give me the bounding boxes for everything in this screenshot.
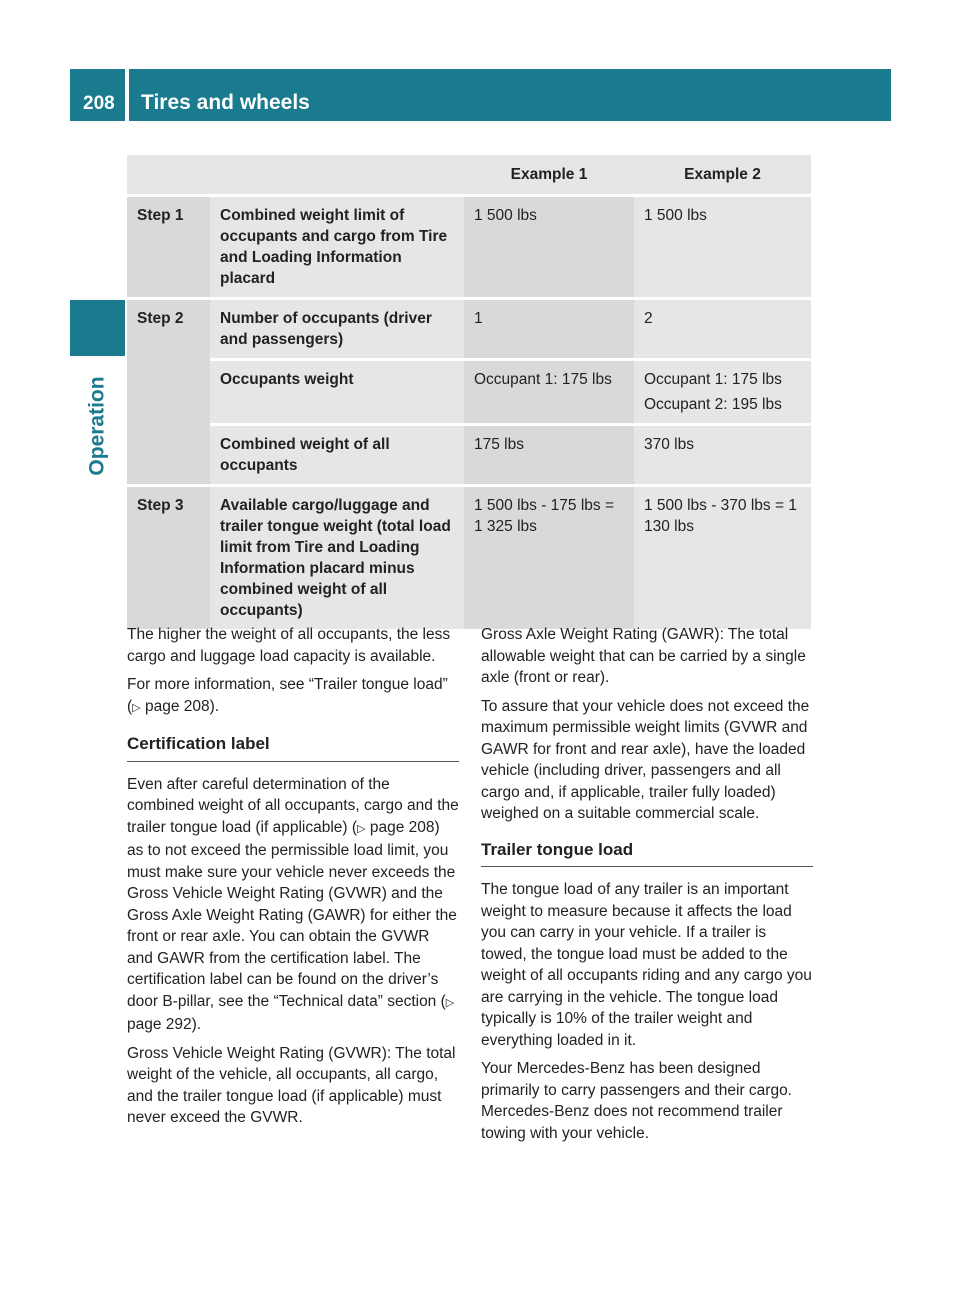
example-2-value xyxy=(634,426,811,487)
value-line: 2 xyxy=(644,310,653,327)
header-example-2: Example 2 xyxy=(634,155,811,197)
table-row xyxy=(127,361,811,426)
table-header-row xyxy=(127,155,811,197)
example-1-value xyxy=(464,300,634,361)
example-1-value xyxy=(464,487,634,632)
value-line: 370 lbs xyxy=(644,436,694,453)
paragraph xyxy=(127,774,459,1036)
value-line: 1 xyxy=(474,310,483,327)
step-label: Step 3 xyxy=(127,487,210,632)
header-example-1: Example 1 xyxy=(464,155,634,197)
step-label: Step 2 xyxy=(127,300,210,487)
value-line: 1 500 lbs xyxy=(474,207,537,224)
paragraph: The higher the weight of all occupants, the less cargo and luggage load capacity is available. xyxy=(127,626,451,665)
step-description: Combined weight of all occupants xyxy=(210,426,464,487)
value-line: 175 lbs xyxy=(474,436,524,453)
page-reference-icon: ▷ xyxy=(132,701,141,714)
paragraph-text: For more information, see “Trailer tongue load” ( xyxy=(127,676,448,715)
paragraph: Gross Vehicle Weight Rating (GVWR): The total weight of the vehicle, all occupants, all cargo, and the trailer tongue load (if applicable) must never exceed the GVWR. xyxy=(127,1044,456,1126)
step-label: Step 1 xyxy=(127,197,210,300)
value-line: Occupant 2: 195 lbs xyxy=(644,396,782,413)
page-reference-link[interactable]: page 208). xyxy=(144,697,220,715)
example-2-value xyxy=(634,300,811,361)
value-line: Occupant 1: 175 lbs xyxy=(474,371,612,388)
example-1-value xyxy=(464,197,634,300)
page-reference-icon: ▷ xyxy=(357,822,366,835)
paragraph: Gross Axle Weight Rating (GAWR): The total allowable weight that can be carried by a single axle (front or rear). xyxy=(481,626,806,686)
value-line: Occupant 1: 175 lbs xyxy=(644,371,782,388)
value-line: 1 500 lbs - 175 lbs = 1 325 lbs xyxy=(474,497,615,535)
value-line: 1 500 lbs - 370 lbs = 1 130 lbs xyxy=(644,497,797,535)
paragraph xyxy=(127,674,459,719)
header-cell-empty xyxy=(127,155,210,197)
step-description: Combined weight limit of occupants and cargo from Tire and Loading Information placard xyxy=(210,197,464,300)
value-line: 1 500 lbs xyxy=(644,207,707,224)
paragraph: Your Mercedes-Benz has been designed primarily to carry passengers and their cargo. Mercedes-Benz does not recommend trailer towing with your vehicle. xyxy=(481,1060,792,1142)
example-2-value xyxy=(634,361,811,426)
paragraph-text: page 208) as to not exceed the permissible load limit, you must make sure your vehicle never exceeds the Gross Vehicle Weight Rating (GVWR) and the Gross Axle Weight Rating (GAWR) for either the front or rear axle. You can obtain the GVWR and GAWR from the certification label. The certification label can be found on the driver’s door B-pillar, see the “Technical data” section ( xyxy=(127,818,457,1010)
step-description: Available cargo/luggage and trailer tongue weight (total load limit from Tire and Loading Information placard minus combined weight of all occupants) xyxy=(210,487,464,632)
table-row xyxy=(127,487,811,632)
example-1-value xyxy=(464,361,634,426)
example-2-value xyxy=(634,197,811,300)
table-row xyxy=(127,300,811,361)
section-title: Tires and wheels xyxy=(141,91,310,114)
side-tab-block xyxy=(70,300,125,356)
paragraph: To assure that your vehicle does not exceed the maximum permissible weight limits (GVWR and GAWR for front and rear axle), have the loaded vehicle (including driver, passengers and all cargo and, if applicable, trailer fully loaded) weighed on a suitable commercial scale. xyxy=(481,697,810,822)
load-calculation-table xyxy=(127,155,811,632)
table-row xyxy=(127,197,811,300)
heading-trailer-tongue-load: Trailer tongue load xyxy=(481,839,813,868)
heading-certification-label: Certification label xyxy=(127,733,459,762)
right-column xyxy=(481,624,813,1151)
step-description: Number of occupants (driver and passengers) xyxy=(210,300,464,361)
paragraph-text: Even after careful determination of the combined weight of all occupants, cargo and the trailer tongue load (if applicable) ( xyxy=(127,775,459,836)
example-1-value xyxy=(464,426,634,487)
paragraph: The tongue load of any trailer is an important weight to measure because it affects the load you can carry in your vehicle. If a trailer is towed, the tongue load must be added to the weight of all occupants riding and any cargo you are carrying in the vehicle. The tongue load typically is 10% of the trailer weight and everything loaded in it. xyxy=(481,881,812,1049)
page-number: 208 xyxy=(83,93,115,114)
page-reference-icon: ▷ xyxy=(445,996,455,1009)
header-cell-empty xyxy=(210,155,464,197)
left-column xyxy=(127,624,459,1136)
side-tab xyxy=(70,356,125,496)
page-reference-link[interactable]: page 292). xyxy=(127,1016,202,1033)
step-description: Occupants weight xyxy=(210,361,464,426)
example-2-value xyxy=(634,487,811,632)
side-tab-label: Operation xyxy=(85,376,109,476)
table-row xyxy=(127,426,811,487)
